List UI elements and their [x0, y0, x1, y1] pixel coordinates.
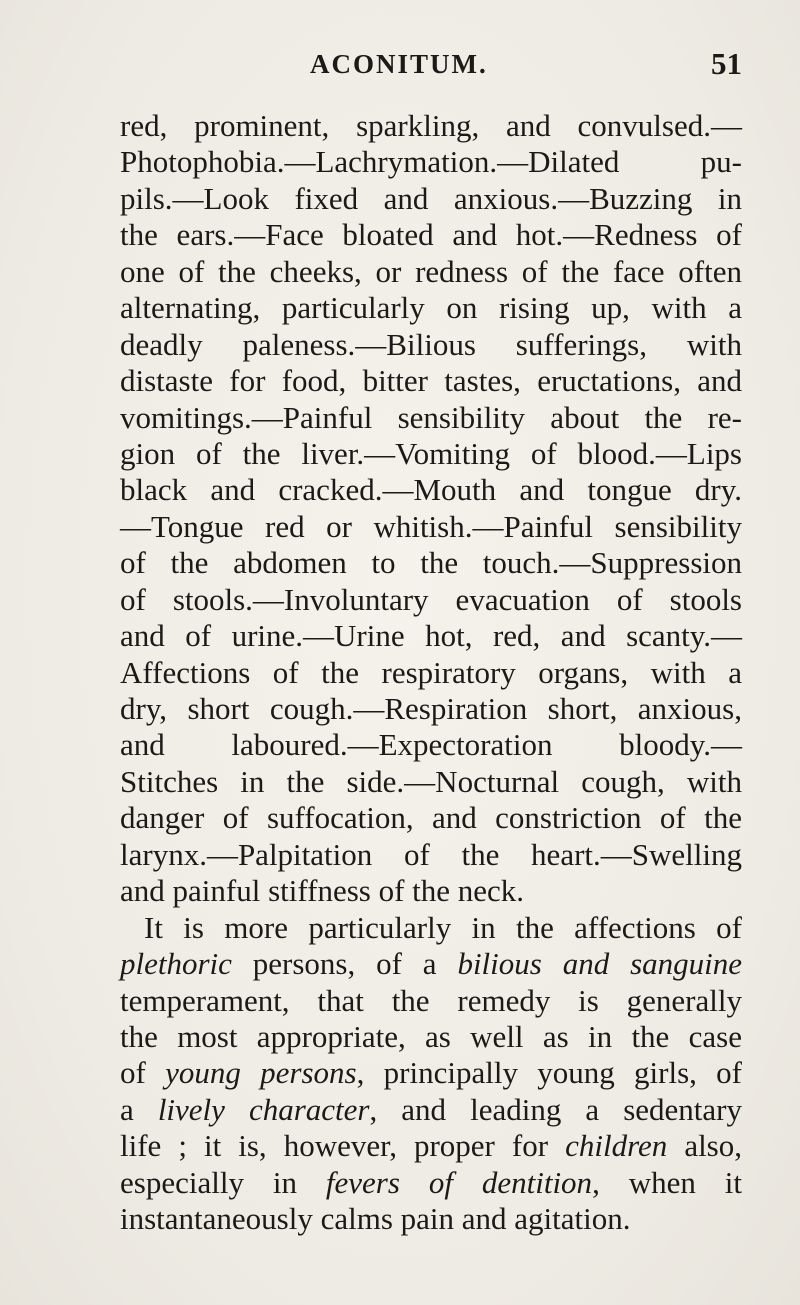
text-line: alternating, particularly on rising up, with a	[120, 290, 742, 326]
italic-term: bilious and sanguine	[457, 946, 743, 982]
text-run: , when it	[592, 1164, 743, 1200]
running-title: ACONITUM.	[310, 49, 488, 79]
text-line: gion of the liver.—Vomiting of blood.—Lips	[120, 435, 742, 471]
text-run: of	[120, 1055, 166, 1091]
text-line	[120, 1128, 742, 1164]
paragraph-symptoms	[120, 108, 742, 910]
text-line: one of the cheeks, or redness of the face often	[120, 253, 742, 289]
text-run: especially in	[120, 1164, 326, 1200]
text-line	[120, 1055, 742, 1091]
text-line: —Tongue red or whitish.—Painful sensibility	[120, 508, 742, 544]
text-run: also,	[667, 1128, 743, 1164]
text-line: larynx.—Palpitation of the heart.—Swelling	[120, 836, 742, 872]
text-run: , and leading a sedentary	[369, 1091, 742, 1127]
page-header	[120, 44, 742, 84]
text-run: temperament, that the remedy is generally	[120, 982, 742, 1018]
text-line	[120, 1092, 742, 1128]
text-run: life ; it is, however, proper for	[120, 1128, 566, 1164]
page-number: 51	[711, 46, 742, 81]
italic-term: children	[565, 1128, 668, 1164]
text-run: a	[120, 1091, 158, 1127]
text-line: of the abdomen to the touch.—Suppression	[120, 545, 742, 581]
text-line: distaste for food, bitter tastes, eructations, and	[120, 363, 742, 399]
text-line: pils.—Look fixed and anxious.—Buzzing in	[120, 180, 742, 216]
text-line: of stools.—Involuntary evacuation of stools	[120, 581, 742, 617]
text-line: vomitings.—Painful sensibility about the re-	[120, 399, 742, 435]
text-line: deadly paleness.—Bilious sufferings, with	[120, 326, 742, 362]
text-run: , principally young girls, of	[356, 1055, 742, 1091]
text-line: dry, short cough.—Respiration short, anxious,	[120, 691, 742, 726]
italic-term: young persons	[165, 1055, 357, 1091]
text-line: red, prominent, sparkling, and convulsed.—	[120, 108, 742, 143]
text-line	[120, 983, 742, 1019]
text-line: danger of suffocation, and constriction of the	[120, 800, 742, 836]
italic-term: plethoric	[120, 946, 232, 982]
paragraph-indications	[120, 910, 742, 1238]
text-run: persons, of a	[231, 946, 458, 982]
text-line	[120, 1019, 742, 1055]
body-text	[120, 108, 742, 1238]
text-line: Affections of the respiratory organs, with a	[120, 654, 742, 690]
text-line: and painful stiffness of the neck.	[120, 873, 525, 909]
text-line: and of urine.—Urine hot, red, and scanty.—	[120, 618, 742, 654]
text-line	[120, 910, 742, 946]
text-line: black and cracked.—Mouth and tongue dry.	[120, 472, 742, 508]
text-line: Photophobia.—Lachrymation.—Dilated pu-	[120, 144, 742, 180]
italic-term: lively character	[157, 1091, 370, 1127]
text-line: Stitches in the side.—Nocturnal cough, with	[120, 763, 742, 799]
text-line: the ears.—Face bloated and hot.—Redness of	[120, 217, 742, 253]
text-line: and laboured.—Expectoration bloody.—	[120, 727, 742, 763]
italic-term: fevers of dentition	[325, 1164, 593, 1200]
text-line	[120, 1165, 742, 1201]
text-line	[120, 1201, 742, 1237]
text-line	[120, 946, 742, 982]
text-run: It is more particularly in the affections of	[144, 909, 742, 945]
text-run: instantaneously calms pain and agitation.	[120, 1201, 631, 1237]
text-run: the most appropriate, as well as in the case	[120, 1018, 742, 1054]
